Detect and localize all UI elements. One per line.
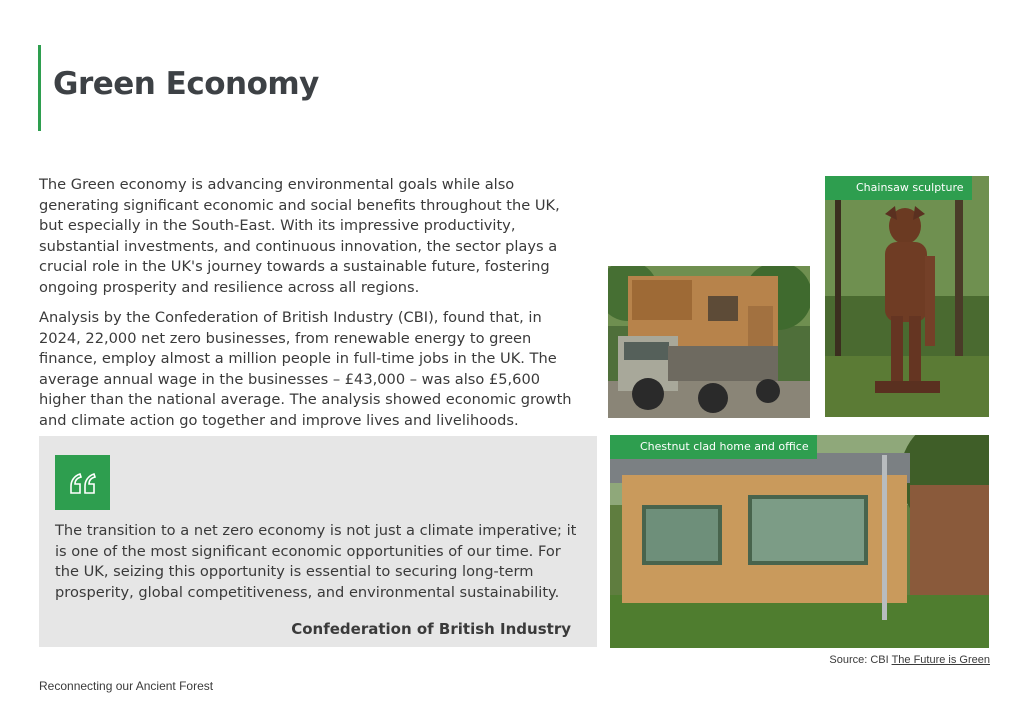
quote-text: The transition to a net zero economy is not just a climate imperative; it is one of the most significant economic opportunities of our time. For the UK, seizing this opportunity is essential to securing long-term prosperity, global competitiveness, and environmental sustainability.	[55, 522, 577, 601]
body-paragraph-1: The Green economy is advancing environmental goals while also generating significant economic and social benefits throughout the UK, but especially in the South-East. With its impressive productivity, substantial investments, and continuous innovation, the sector plays a crucial role in the UK's journey towards a sustainable future, fostering ongoing prosperity and resilience across all regions.	[39, 176, 560, 296]
quote-icon	[55, 455, 110, 510]
source-prefix: Source: CBI	[829, 654, 889, 666]
chainsaw-sculpture-photo	[825, 176, 989, 417]
chestnut-home-photo	[610, 435, 989, 648]
footer-text: Reconnecting our Ancient Forest	[39, 679, 214, 693]
body-paragraph-2: Analysis by the Confederation of British Industry (CBI), found that, in 2024, 22,000 net zero businesses, from renewable energy to green finance, employ almost a million people in full-time jobs in the UK. The average annual wage in the businesses – £43,000 – was also £5,600 higher than the national average. The analysis showed economic growth and climate action go together and improve lives and livelihoods.	[39, 309, 572, 429]
source-link[interactable]: The Future is Green	[891, 654, 990, 666]
source-citation	[829, 654, 990, 666]
home-label: Chestnut clad home and office	[610, 435, 817, 459]
body-text	[39, 175, 587, 441]
title-accent-bar	[38, 45, 41, 131]
truck-cabin-photo	[608, 266, 810, 418]
quote-box	[39, 436, 597, 647]
page-title: Green Economy	[53, 66, 319, 102]
quote-author: Confederation of British Industry	[291, 620, 571, 638]
chainsaw-label: Chainsaw sculpture	[825, 176, 972, 200]
